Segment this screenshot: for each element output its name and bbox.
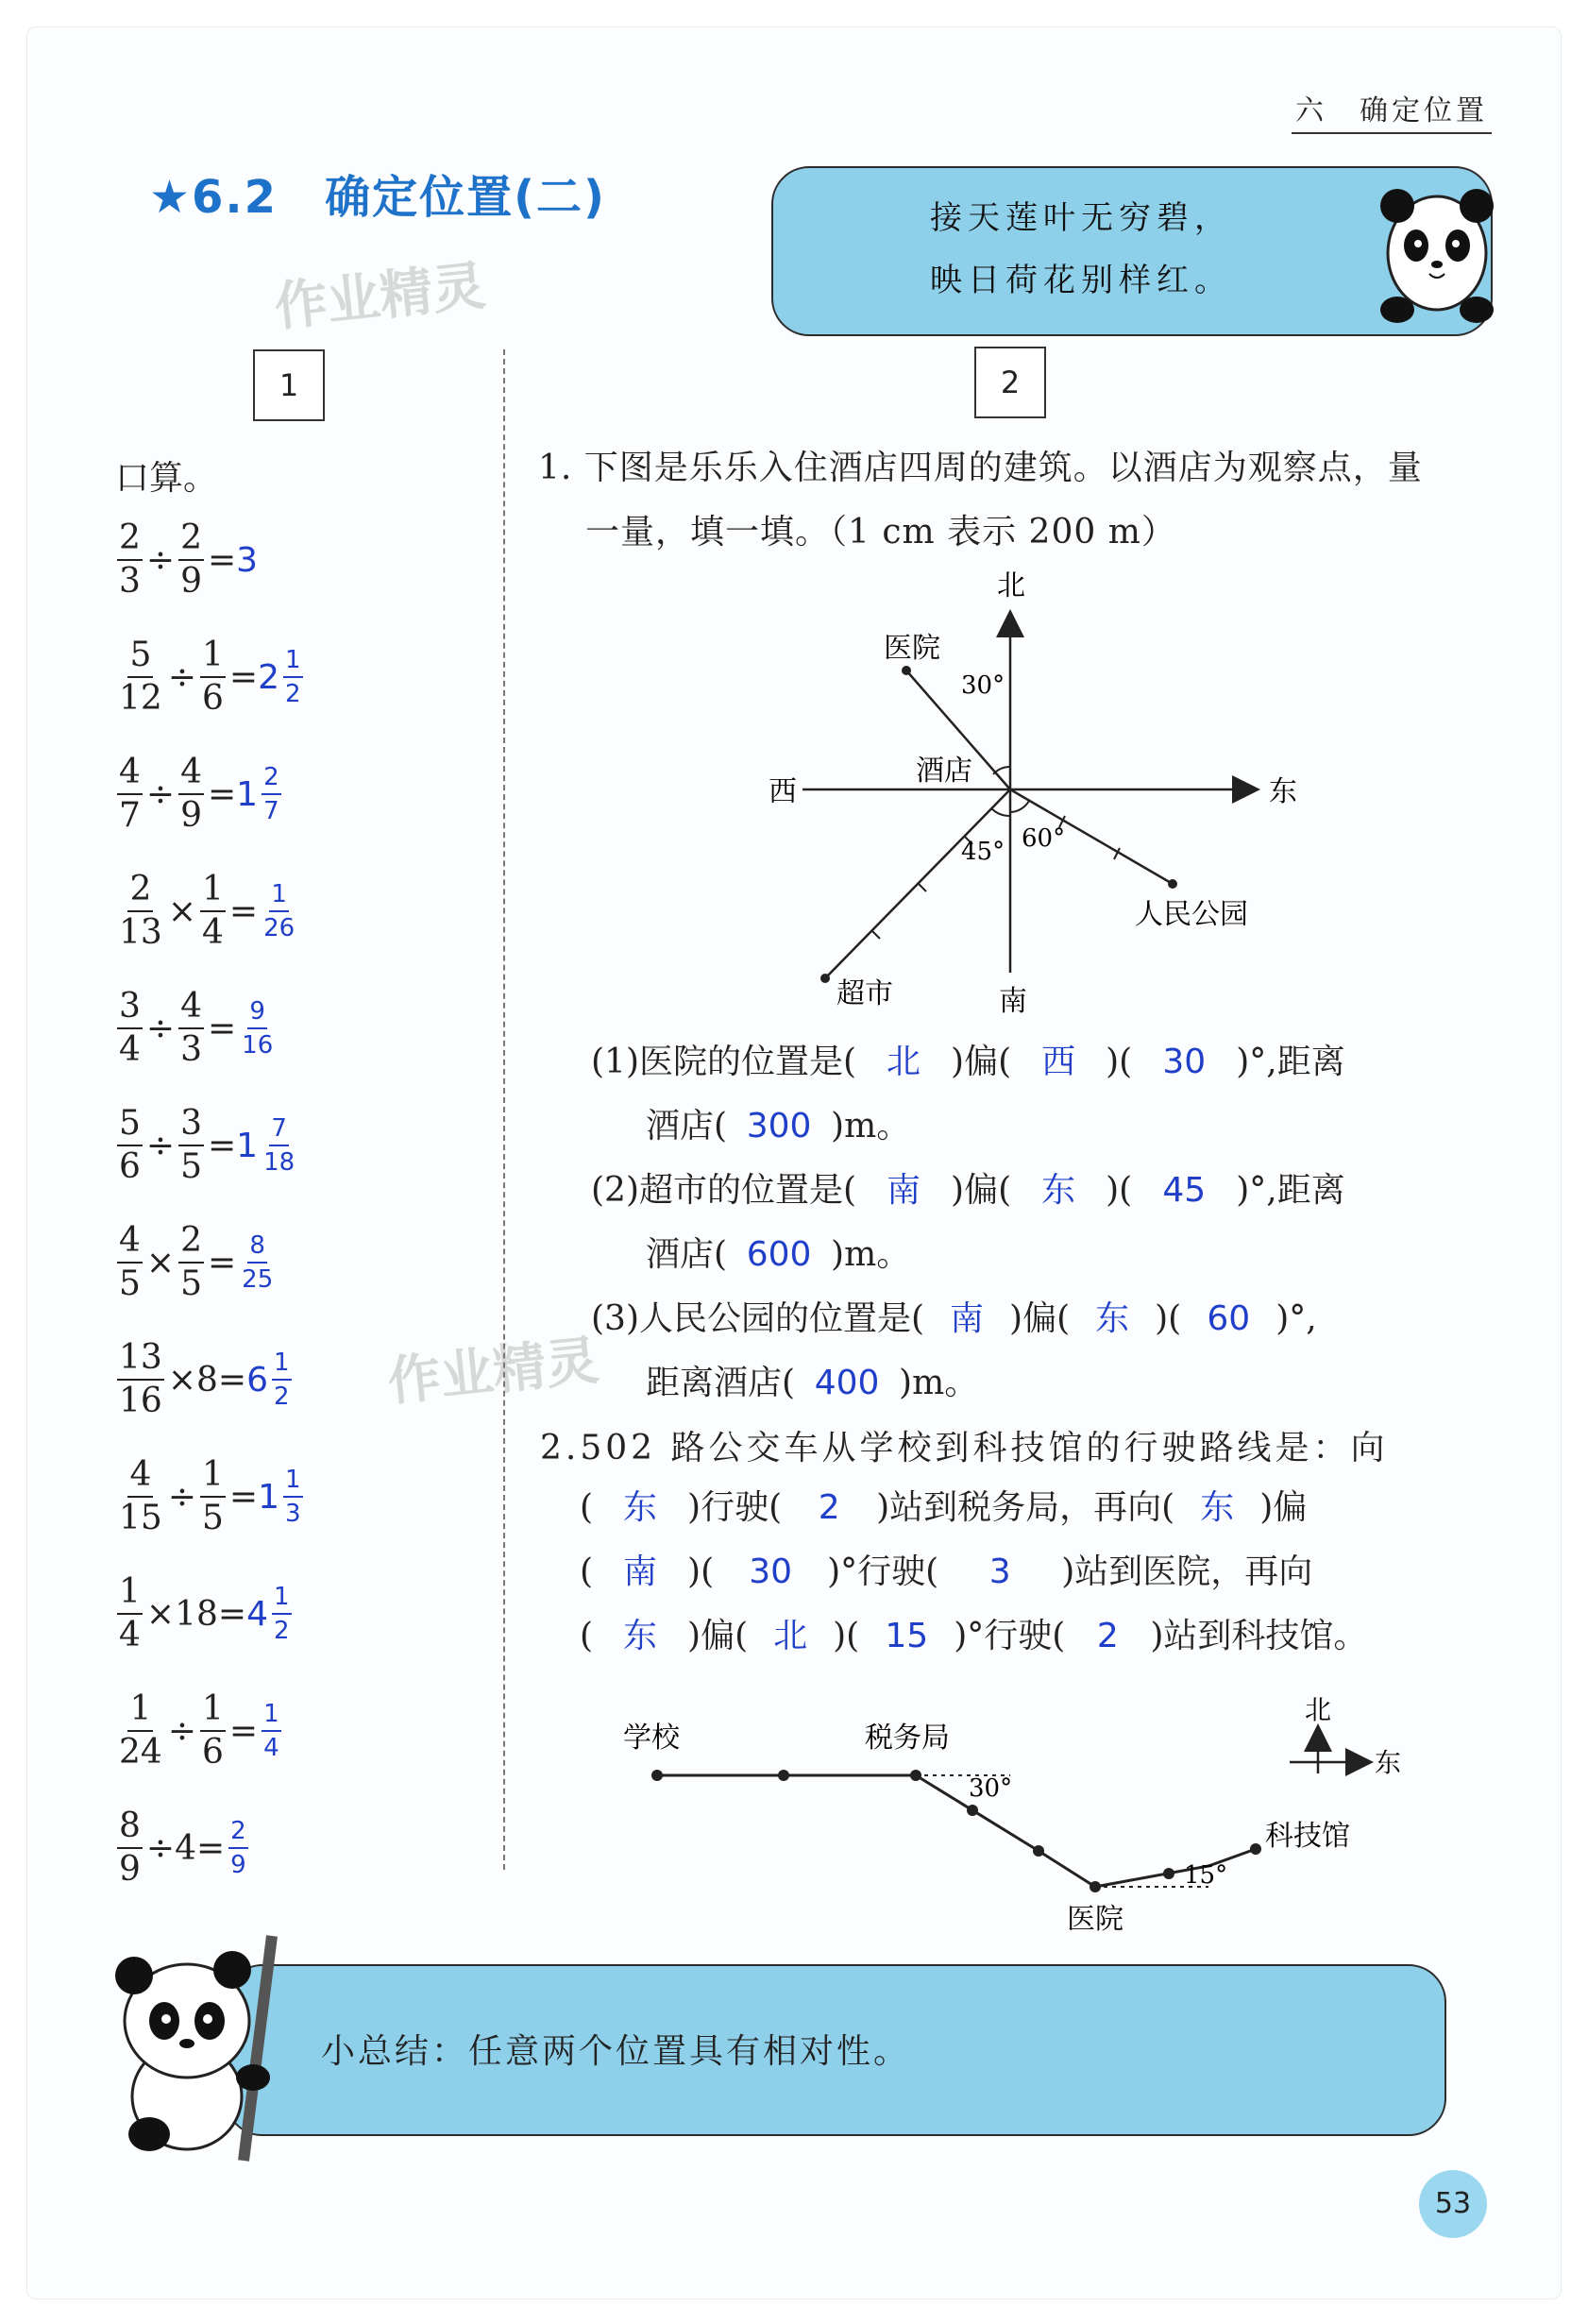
poem-line-2: 映日荷花别样红。 <box>930 262 1232 299</box>
oral-calc-item <box>113 1689 285 1772</box>
q2-line1: 2.502 路公交车从学校到科技馆的行驶路线是：向 <box>540 1429 1389 1467</box>
q2-line3: ( 南 )( 30 )°行驶( 3 )站到医院，再向 <box>580 1545 1312 1593</box>
fraction: $\frac{4}{3}$ <box>180 987 202 1069</box>
north-label: 北 <box>997 569 1025 602</box>
museum-label: 科技馆 <box>1265 1820 1350 1853</box>
fraction: $\frac{8}{25}$ <box>242 1231 274 1294</box>
section-1-number: 1 <box>253 349 325 421</box>
park-label: 人民公园 <box>1135 898 1248 931</box>
operator: ÷ <box>145 1126 176 1165</box>
fraction: $\frac{1}{2}$ <box>284 646 301 708</box>
bus-route-diagram <box>604 1681 1435 1936</box>
fraction: $\frac{1}{4}$ <box>201 870 224 952</box>
bus-stop <box>967 1805 978 1816</box>
answer-blank: 东 <box>1095 1299 1130 1338</box>
q1-intro-line1: 1. 下图是乐乐入住酒店四周的建筑。以酒店为观察点，量 <box>538 449 1423 487</box>
answer-blank: 东 <box>1041 1171 1076 1210</box>
handwritten-answer <box>236 1116 300 1175</box>
tick <box>872 931 880 939</box>
hotel-direction-diagram <box>746 567 1331 1020</box>
fraction: $\frac{4}{5}$ <box>119 1221 141 1303</box>
handwritten-answer <box>236 1233 279 1292</box>
poem-line-1: 接天莲叶无穷碧， <box>930 199 1232 237</box>
answer-blank: 45 <box>1162 1171 1207 1210</box>
fraction: $\frac{2}{13}$ <box>119 870 162 952</box>
fraction: $\frac{1}{4}$ <box>119 1572 141 1654</box>
school-stop <box>651 1770 663 1781</box>
equals-sign: = <box>207 1009 237 1048</box>
integer: 18 <box>175 1594 218 1634</box>
fraction: $\frac{3}{5}$ <box>180 1104 202 1186</box>
equals-sign: = <box>207 1243 237 1282</box>
fraction: $\frac{3}{4}$ <box>119 987 141 1069</box>
fraction: $\frac{2}{7}$ <box>263 763 279 825</box>
bus-stop <box>778 1770 789 1781</box>
fraction: $\frac{2}{9}$ <box>180 518 202 601</box>
tax-office-label: 税务局 <box>865 1722 950 1755</box>
west-label: 西 <box>769 775 797 808</box>
integer: 4 <box>175 1828 196 1868</box>
equals-sign: = <box>228 657 259 697</box>
angle-park-label: 60° <box>1022 824 1066 853</box>
oral-calc-item <box>113 755 285 833</box>
equals-sign: = <box>207 774 237 814</box>
handwritten-answer <box>236 999 279 1058</box>
fraction: $\frac{1}{6}$ <box>201 1689 224 1772</box>
equals-sign: = <box>228 891 259 931</box>
column-divider <box>503 349 505 1870</box>
equals-sign: = <box>217 1360 247 1399</box>
oral-calc-item <box>113 1809 252 1887</box>
handwritten-answer <box>258 1702 285 1760</box>
handwritten-answer <box>258 648 306 706</box>
handwritten-answer <box>246 1585 295 1643</box>
answer-blank: 东 <box>623 1617 658 1655</box>
equals-sign: = <box>207 540 237 580</box>
oral-calc-item <box>113 1104 300 1186</box>
hospital-label: 医院 <box>884 632 940 665</box>
oral-calc-item <box>113 638 307 716</box>
chapter-header: 六 确定位置 <box>1292 87 1492 134</box>
handwritten-answer <box>258 882 300 941</box>
answer-blank: 60 <box>1207 1299 1251 1338</box>
answer-whole: 1 <box>258 1477 279 1517</box>
school-label: 学校 <box>623 1722 680 1755</box>
section-2-number: 2 <box>974 347 1046 418</box>
operator: × <box>167 1360 196 1399</box>
oral-calc-item <box>113 1221 279 1303</box>
answer-whole: 6 <box>246 1360 268 1399</box>
fraction: $\frac{1}{26}$ <box>263 880 296 942</box>
handwritten-answer <box>258 1467 306 1526</box>
equals-sign: = <box>217 1594 247 1634</box>
operator: ÷ <box>167 1711 196 1751</box>
watermark: 作业精灵 <box>271 255 489 339</box>
angle2-label: 15° <box>1184 1861 1228 1890</box>
page-number: 53 <box>1419 2170 1487 2238</box>
operator: ÷ <box>145 774 176 814</box>
fraction: $\frac{7}{18}$ <box>263 1114 296 1177</box>
answer-blank: 600 <box>746 1235 812 1274</box>
park-point <box>1168 879 1177 889</box>
panda-with-brush-icon <box>111 1926 300 2163</box>
answer-blank: 300 <box>746 1107 812 1145</box>
answer-blank: 南 <box>623 1552 658 1591</box>
integer: 8 <box>195 1360 218 1399</box>
q1-part3-line1: (3)人民公园的位置是( 南 )偏( 东 )( 60 )°, <box>591 1292 1317 1340</box>
answer-whole: 1 <box>236 774 259 814</box>
fraction: $\frac{9}{16}$ <box>242 997 274 1060</box>
compass-north-label: 北 <box>1305 1694 1332 1725</box>
answer-blank: 北 <box>887 1043 921 1081</box>
bus-stop <box>1163 1868 1174 1879</box>
oral-calc-item <box>113 987 279 1069</box>
fraction: $\frac{1}{5}$ <box>201 1455 224 1537</box>
summary-text: 小总结：任意两个位置具有相对性。 <box>321 2032 911 2071</box>
bus-stop <box>1033 1845 1044 1857</box>
fraction: $\frac{2}{9}$ <box>230 1817 246 1879</box>
operator: ÷ <box>145 540 176 580</box>
answer-blank: 东 <box>1200 1488 1235 1527</box>
watermark: 作业精灵 <box>384 1330 602 1414</box>
equals-sign: = <box>207 1126 237 1165</box>
q1-part1-line2: 酒店( 300 )m。 <box>646 1107 911 1145</box>
fraction: $\frac{4}{9}$ <box>180 753 202 835</box>
fraction: $\frac{5}{6}$ <box>119 1104 141 1186</box>
oral-calc-item <box>113 1572 296 1654</box>
handwritten-answer <box>236 765 284 823</box>
supermarket-line <box>825 789 1010 978</box>
south-label: 南 <box>999 985 1027 1018</box>
equals-sign: = <box>195 1828 226 1868</box>
fraction: $\frac{1}{4}$ <box>263 1700 279 1762</box>
answer-blank: 3 <box>988 1552 1011 1591</box>
oral-calc-item <box>113 518 259 601</box>
answer-blank: 30 <box>749 1552 793 1591</box>
hospital-label: 医院 <box>1067 1903 1123 1936</box>
operator: × <box>167 891 196 931</box>
handwritten-answer <box>236 541 258 580</box>
answer-blank: 15 <box>885 1617 929 1655</box>
q2-line2: ( 东 )行驶( 2 )站到税务局，再向( 东 )偏 <box>580 1481 1307 1529</box>
fraction: $\frac{1}{6}$ <box>201 636 224 718</box>
fraction: $\frac{4}{15}$ <box>119 1455 162 1537</box>
panda-icon <box>1380 178 1494 329</box>
answer-blank: 东 <box>623 1488 658 1527</box>
fraction: $\frac{1}{2}$ <box>273 1583 290 1645</box>
fraction: $\frac{1}{3}$ <box>284 1466 301 1528</box>
handwritten-answer <box>225 1819 252 1877</box>
answer-whole: 4 <box>246 1594 268 1634</box>
fraction: $\frac{1}{24}$ <box>119 1689 162 1772</box>
operator: ÷ <box>145 1828 176 1868</box>
museum-stop <box>1250 1843 1261 1855</box>
answer-blank: 西 <box>1041 1043 1076 1081</box>
hotel-label: 酒店 <box>916 755 972 788</box>
angle-arc <box>991 808 1010 816</box>
fraction: $\frac{5}{12}$ <box>119 636 162 718</box>
oral-calc-item <box>113 1338 296 1420</box>
equals-sign: = <box>228 1477 259 1517</box>
answer-blank: 30 <box>1162 1043 1207 1081</box>
handwritten-answer <box>246 1350 295 1409</box>
answer-blank: 北 <box>773 1617 808 1655</box>
east-label: 东 <box>1269 775 1297 808</box>
equals-sign: = <box>228 1711 259 1751</box>
oral-calc-item <box>113 870 300 952</box>
hospital-point <box>902 666 911 675</box>
q1-part2-line1: (2)超市的位置是( 南 )偏( 东 )( 45 )°,距离 <box>591 1163 1345 1212</box>
answer-whole: 2 <box>258 657 279 697</box>
page-title: ★6.2 确定位置(二) <box>149 171 606 224</box>
oral-calc-item <box>113 1455 307 1537</box>
answer-whole: 3 <box>236 540 259 580</box>
angle-arc <box>1010 801 1029 812</box>
angle-supermarket-label: 45° <box>961 838 1005 866</box>
operator: × <box>145 1594 176 1634</box>
answer-blank: 2 <box>1096 1617 1119 1655</box>
operator: ÷ <box>167 1477 196 1517</box>
q1-part3-line2: 距离酒店( 400 )m。 <box>646 1364 979 1402</box>
answer-blank: 2 <box>818 1488 840 1527</box>
supermarket-label: 超市 <box>836 977 893 1010</box>
q2-line4: ( 东 )偏( 北 )( 15 )°行驶( 2 )站到科技馆。 <box>580 1609 1367 1657</box>
oral-calc-heading: 口算。 <box>115 459 218 498</box>
answer-blank: 南 <box>887 1171 921 1210</box>
fraction: $\frac{13}{16}$ <box>119 1338 162 1420</box>
angle-hospital-label: 30° <box>961 671 1005 700</box>
answer-blank: 南 <box>950 1299 985 1338</box>
answer-whole: 1 <box>236 1126 259 1165</box>
answer-blank: 400 <box>814 1364 880 1402</box>
supermarket-point <box>820 974 830 983</box>
fraction: $\frac{2}{3}$ <box>119 518 141 601</box>
angle1-label: 30° <box>969 1774 1013 1803</box>
fraction: $\frac{8}{9}$ <box>119 1807 141 1889</box>
operator: ÷ <box>145 1009 176 1048</box>
tick <box>919 884 926 891</box>
q1-part1-line1: (1)医院的位置是( 北 )偏( 西 )( 30 )°,距离 <box>591 1035 1345 1083</box>
q1-part2-line2: 酒店( 600 )m。 <box>646 1235 911 1274</box>
operator: × <box>145 1243 176 1282</box>
fraction: $\frac{1}{2}$ <box>273 1349 290 1411</box>
operator: ÷ <box>167 657 196 697</box>
fraction: $\frac{2}{5}$ <box>180 1221 202 1303</box>
fraction: $\frac{4}{7}$ <box>119 753 141 835</box>
q1-intro-line2: 一量，填一填。（1 cm 表示 200 m） <box>585 513 1176 551</box>
compass-east-label: 东 <box>1375 1747 1402 1778</box>
